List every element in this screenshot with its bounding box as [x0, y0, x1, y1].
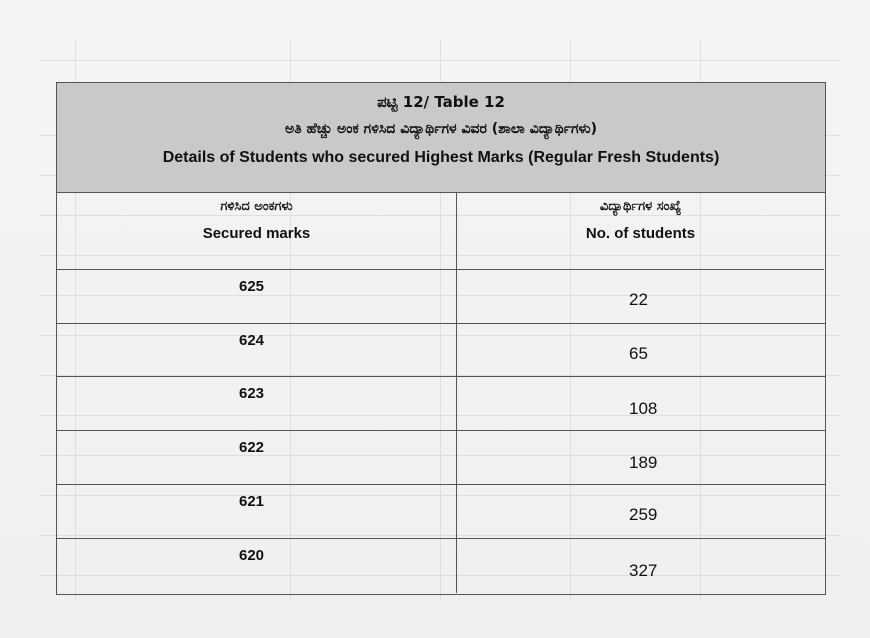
marks-value: 623 — [239, 385, 265, 402]
column-header-marks — [57, 193, 457, 270]
column-header-students — [457, 193, 824, 270]
column-header-marks-english: Secured marks — [202, 225, 311, 242]
table-row — [57, 270, 825, 324]
marks-value: 622 — [239, 439, 265, 456]
students-cell — [457, 485, 824, 539]
students-value: 327 — [629, 561, 658, 580]
column-header-students-kannada: ವಿದ್ಯಾರ್ಥಿಗಳ ಸಂಖ್ಯೆ — [599, 199, 682, 214]
table-row — [57, 431, 825, 485]
students-value: 189 — [629, 453, 658, 472]
table-row — [57, 377, 825, 431]
highest-marks-table — [56, 82, 826, 595]
students-value: 22 — [629, 290, 648, 309]
students-cell — [457, 539, 824, 593]
marks-cell — [57, 431, 457, 485]
marks-value: 624 — [239, 332, 265, 349]
table-row — [57, 485, 825, 539]
table-row — [57, 324, 825, 377]
marks-cell — [57, 485, 457, 539]
students-cell — [457, 377, 824, 431]
table-header — [57, 83, 825, 193]
marks-cell — [57, 324, 457, 377]
students-cell — [457, 431, 824, 485]
table-row — [57, 539, 825, 593]
students-value: 259 — [629, 505, 658, 524]
column-header-marks-kannada: ಗಳಿಸಿದ ಅಂಕಗಳು — [220, 199, 293, 214]
marks-cell — [57, 539, 457, 593]
students-value: 108 — [629, 399, 658, 418]
marks-cell — [57, 270, 457, 324]
marks-cell — [57, 377, 457, 431]
marks-value: 620 — [239, 547, 265, 564]
students-value: 65 — [629, 344, 648, 363]
students-cell — [457, 324, 824, 377]
table-subtitle-english: Details of Students who secured Highest Marks (Regular Fresh Students) — [162, 149, 720, 166]
column-header-students-english: No. of students — [585, 225, 696, 242]
marks-value: 625 — [239, 278, 265, 295]
table-title: ಪಟ್ಟಿ 12/ Table 12 — [377, 93, 505, 111]
marks-value: 621 — [239, 493, 265, 510]
students-cell — [457, 270, 824, 324]
table-subtitle-kannada: ಅತಿ ಹೆಚ್ಚು ಅಂಕ ಗಳಿಸಿದ ವಿದ್ಯಾರ್ಥಿಗಳ ವಿವರ (ಶಾಲಾ ವಿದ್ಯಾರ್ಥಿಗಳು) — [285, 121, 597, 137]
